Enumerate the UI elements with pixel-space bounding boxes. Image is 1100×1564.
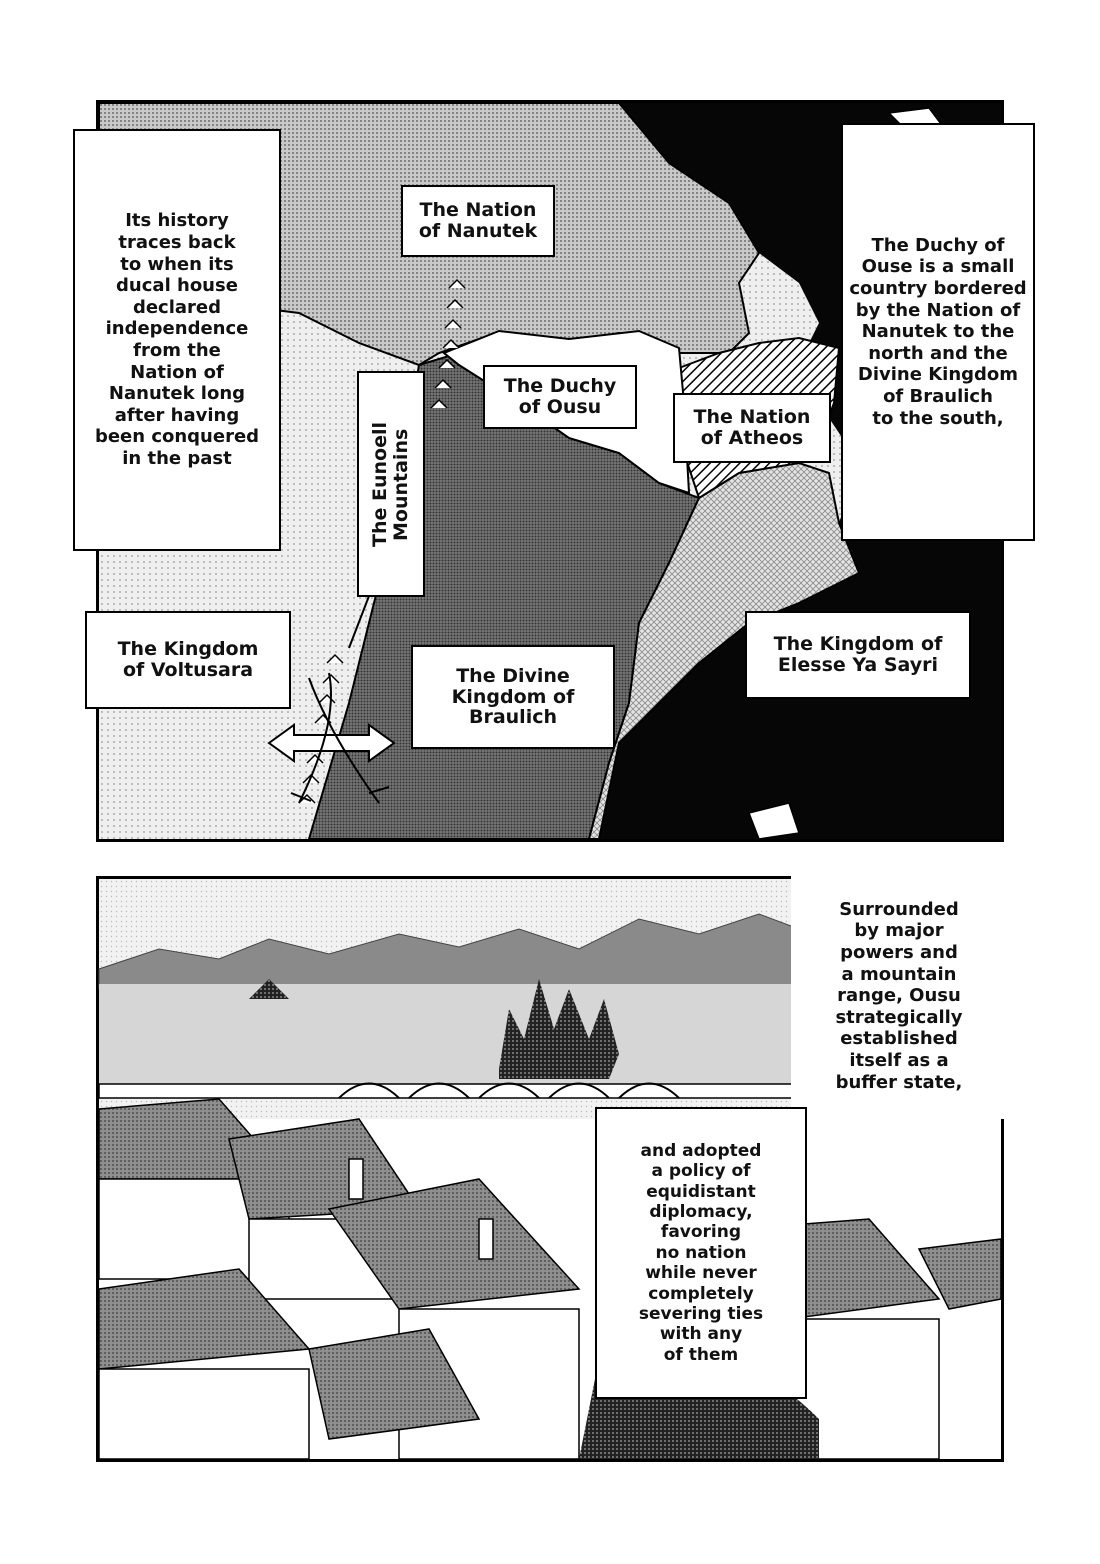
aqueduct-bridge [99, 1084, 799, 1099]
label-elesse-text: The Kingdom of Elesse Ya Sayri [773, 633, 943, 676]
label-voltusara [85, 611, 291, 709]
caption-history-text: Its history traces back to when its ducal house declared independence from the Nation of Nanutek long after having been conquered in the past [94, 210, 260, 469]
label-ousu [483, 365, 637, 429]
caption-policy-text: and adopted a policy of equidistant diplomacy, favoring no nation while never completely severing ties with any of them [638, 1140, 764, 1365]
label-braulich-text: The Divine Kingdom of Braulich [451, 664, 575, 729]
town-panel [96, 876, 1004, 1462]
label-braulich [411, 645, 615, 749]
label-nanutek-text: The Nation of Nanutek [418, 199, 538, 242]
caption-duchy-text: The Duchy of Ouse is a small country bordered by the Nation of Nanutek to the north and the Divine Kingdom of Braulich to the south, [849, 234, 1027, 429]
caption-duchy [841, 123, 1035, 541]
label-eunoell-text: The Eunoell Mountains [369, 421, 412, 547]
label-eunoell [357, 371, 425, 597]
houses [99, 1099, 1001, 1459]
label-atheos [673, 393, 831, 463]
caption-policy [595, 1107, 807, 1399]
map-panel [94, 100, 1027, 842]
label-atheos-text: The Nation of Atheos [693, 406, 811, 449]
label-nanutek [401, 185, 555, 257]
caption-history [73, 129, 281, 551]
label-voltusara-text: The Kingdom of Voltusara [117, 638, 259, 681]
label-ousu-text: The Duchy of Ousu [503, 375, 617, 418]
caption-surrounded [791, 873, 1007, 1119]
label-elesse [745, 611, 971, 699]
plain [99, 984, 799, 1094]
caption-surrounded-text: Surrounded by major powers and a mountain range, Ousu strategically established itself as a buffer state, [835, 898, 963, 1093]
